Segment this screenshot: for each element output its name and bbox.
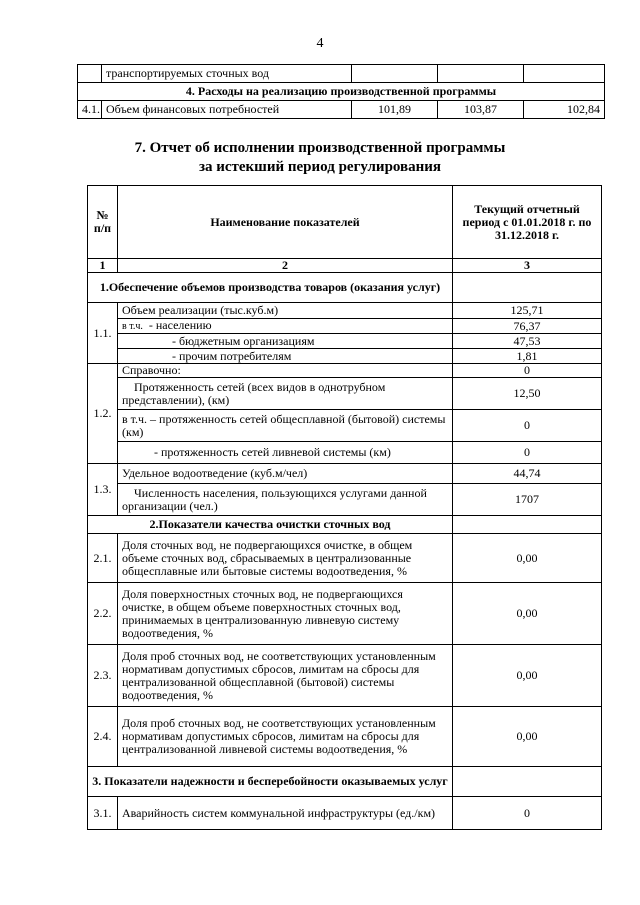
col-num: 2 (118, 259, 453, 273)
table-row (88, 334, 602, 349)
row-name: Объем реализации (тыс.куб.м) (118, 303, 453, 319)
value-cell: 1707 (453, 484, 602, 516)
table-row (88, 645, 602, 707)
value-cell: 101,89 (352, 101, 438, 119)
value-cell: 0 (453, 442, 602, 464)
title-line-1: 7. Отчет об исполнении производственной программы (134, 140, 506, 156)
section-2-header: 2.Показатели качества очистки сточных вод (88, 516, 453, 534)
row-name: Протяженность сетей (всех видов в однотрубном представлении), (км) (118, 378, 453, 410)
value-cell: 0 (453, 364, 602, 378)
table-row (88, 303, 602, 319)
table-row (88, 583, 602, 645)
column-number-row (88, 259, 602, 273)
row-number: 2.2. (88, 583, 118, 645)
table-row (88, 464, 602, 484)
col-num: 1 (88, 259, 118, 273)
header-row (88, 186, 602, 259)
row-name: Доля поверхностных сточных вод, не подвергающихся очистке, в общем объеме поверхностных сточных вод, принимаемых в централизованную ливневую систему водоотведения, % (118, 583, 453, 645)
title-line-2: за истекший период регулирования (198, 159, 442, 175)
value-cell: 102,84 (524, 101, 605, 119)
value-cell: 0,00 (453, 707, 602, 767)
row-name: Аварийность систем коммунальной инфраструктуры (ед./км) (118, 797, 453, 830)
section-title (0, 139, 640, 177)
row-name: - бюджетным организациям (118, 334, 453, 349)
row-name: Доля проб сточных вод, не соответствующих установленным нормативам допустимых сбросов, лимитам на сбросы для централизованной ливневой системы водоотведения, % (118, 707, 453, 767)
value-cell: 44,74 (453, 464, 602, 484)
table-row (88, 364, 602, 378)
value-cell: 0,00 (453, 645, 602, 707)
row-name (118, 319, 453, 334)
value-cell: 125,71 (453, 303, 602, 319)
value-cell: 47,53 (453, 334, 602, 349)
value-cell: 0,00 (453, 583, 602, 645)
section-3-header: 3. Показатели надежности и бесперебойности оказываемых услуг (88, 767, 453, 797)
value-cell: 0 (453, 410, 602, 442)
header-num: № п/п (88, 186, 118, 259)
row-name-text: - населению (148, 318, 212, 332)
section-row (88, 516, 602, 534)
row-name: Численность населения, пользующихся услугами данной организации (чел.) (118, 484, 453, 516)
table-row (88, 797, 602, 830)
value-cell: 0 (453, 797, 602, 830)
page-number: 4 (316, 36, 324, 51)
section-4-header: 4. Расходы на реализацию производственной программы (78, 83, 605, 101)
budget-table (77, 64, 605, 119)
continued-text: транспортируемых сточных вод (102, 65, 352, 83)
row-name: - протяженность сетей ливневой системы (км) (118, 442, 453, 464)
row-name: Доля сточных вод, не подвергающихся очистке, в общем объеме сточных вод, сбрасываемых в централизованные общесплавные или бытовые системы водоотведения, % (118, 534, 453, 583)
col-num: 3 (453, 259, 602, 273)
row-name: Объем финансовых потребностей (102, 101, 352, 119)
table-row (88, 442, 602, 464)
table-row (78, 101, 605, 119)
section-1-header: 1.Обеспечение объемов производства товаров (оказания услуг) (88, 273, 453, 303)
value-cell: 76,37 (453, 319, 602, 334)
row-number: 1.3. (88, 464, 118, 516)
value-cell: 12,50 (453, 378, 602, 410)
table-row (88, 410, 602, 442)
header-period: Текущий отчетный период с 01.01.2018 г. по 31.12.2018 г. (453, 186, 602, 259)
table-row (88, 378, 602, 410)
table-row (88, 707, 602, 767)
table-row (78, 65, 605, 83)
section-row (88, 273, 602, 303)
section-row (88, 767, 602, 797)
header-name: Наименование показателей (118, 186, 453, 259)
row-number: 1.2. (88, 364, 118, 464)
row-number: 4.1. (78, 101, 102, 119)
value-cell: 0,00 (453, 534, 602, 583)
row-name: в т.ч. – протяженность сетей общесплавной (бытовой) системы (км) (118, 410, 453, 442)
row-number: 2.4. (88, 707, 118, 767)
row-number: 2.1. (88, 534, 118, 583)
table-row (88, 349, 602, 364)
row-name: Удельное водоотведение (куб.м/чел) (118, 464, 453, 484)
row-name: Справочно: (118, 364, 453, 378)
row-number: 2.3. (88, 645, 118, 707)
row-name: Доля проб сточных вод, не соответствующих установленным нормативам допустимых сбросов, лимитам на сбросы для централизованной общесплавной (бытовой) системы водоотведения, % (118, 645, 453, 707)
value-cell: 103,87 (438, 101, 524, 119)
row-name: - прочим потребителям (118, 349, 453, 364)
row-number: 1.1. (88, 303, 118, 364)
value-cell: 1,81 (453, 349, 602, 364)
report-table (87, 185, 602, 830)
incl-prefix: в т.ч. (122, 321, 143, 332)
row-number: 3.1. (88, 797, 118, 830)
table-row (88, 319, 602, 334)
table-row (88, 484, 602, 516)
table-row (88, 534, 602, 583)
table-row (78, 83, 605, 101)
